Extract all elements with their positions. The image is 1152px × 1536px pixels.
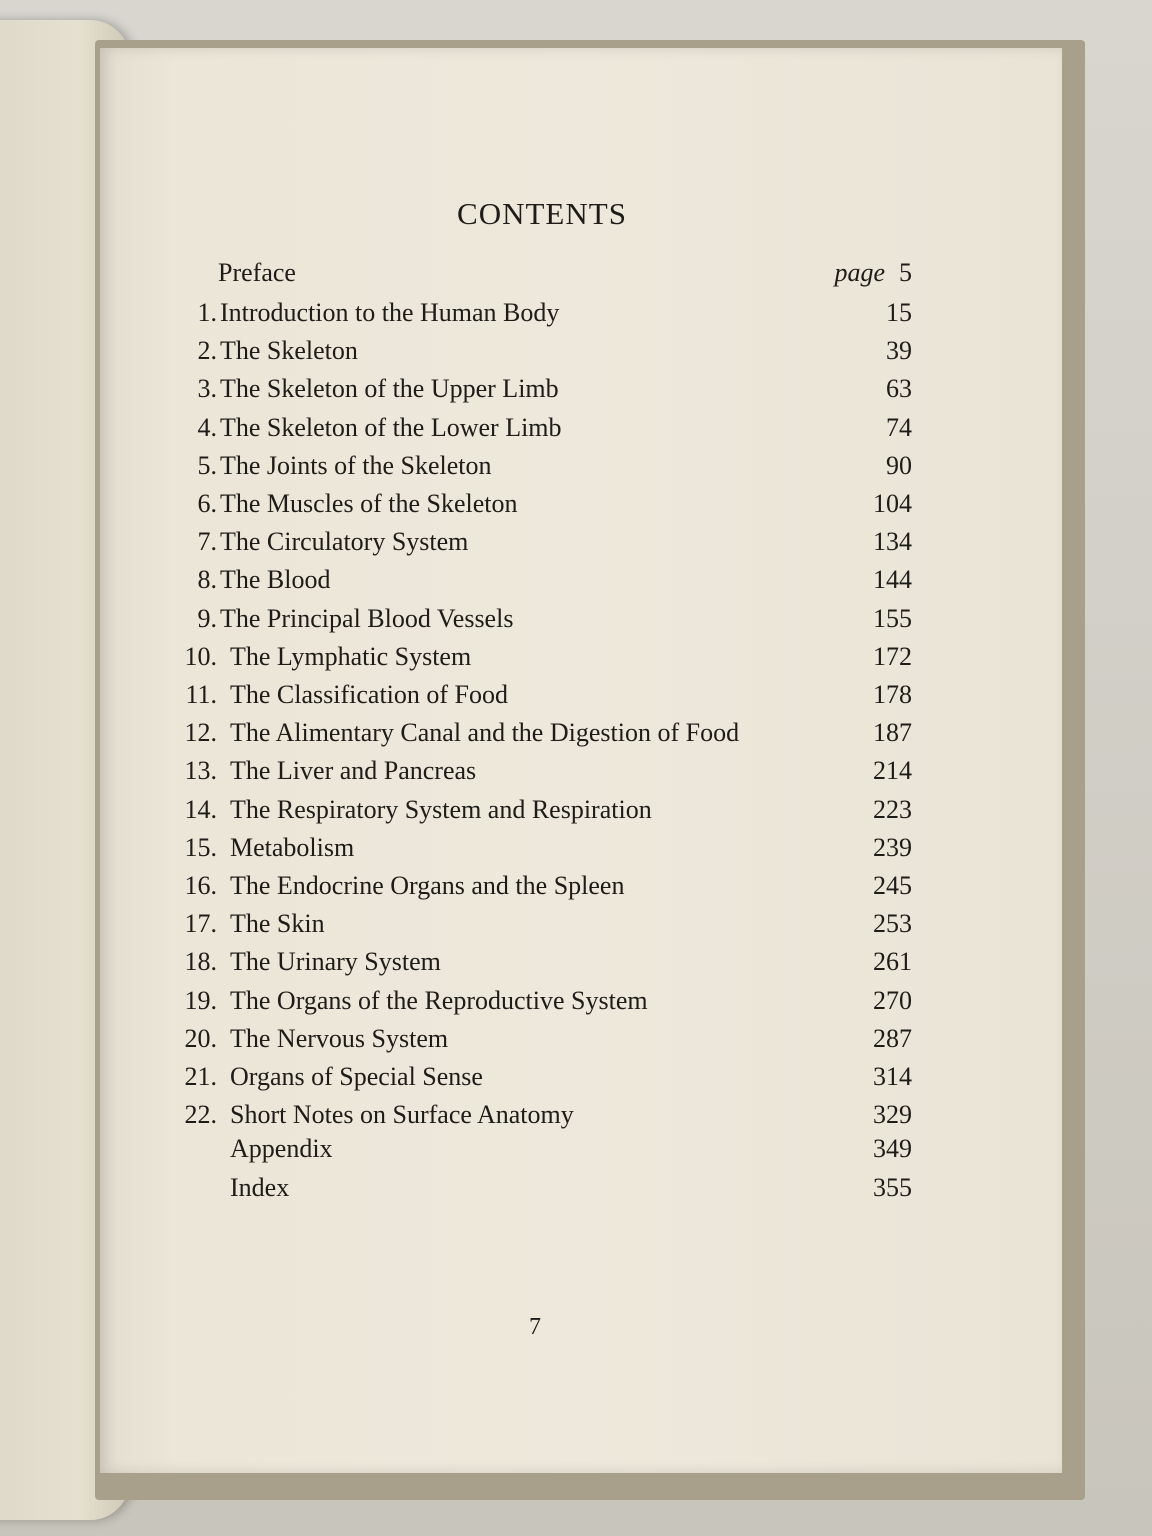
toc-page: 223 [873, 794, 912, 824]
toc-page: 172 [873, 641, 912, 671]
toc-label: The Principal Blood Vessels [220, 603, 514, 633]
toc-label: The Lymphatic System [230, 641, 472, 671]
toc-row [0, 754, 1152, 788]
toc-number: 10. [184, 641, 217, 671]
toc-page: 74 [886, 412, 912, 442]
toc-page: 355 [873, 1172, 912, 1202]
toc-label: The Classification of Food [230, 680, 509, 709]
toc-number: 12. [184, 718, 217, 748]
toc-page: 239 [873, 832, 912, 862]
toc-page: 39 [886, 336, 912, 366]
toc-page: 314 [873, 1062, 912, 1091]
toc-label: The Muscles of the Skeleton [220, 489, 518, 518]
toc-row [0, 678, 1152, 712]
toc-row [0, 1022, 1152, 1056]
toc-label: The Circulatory System [220, 527, 469, 557]
toc-row [0, 372, 1152, 406]
toc-number: 9. [197, 603, 217, 633]
toc-label: The Endocrine Organs and the Spleen [230, 871, 625, 900]
toc-number: 1. [197, 298, 217, 327]
toc-row [0, 1060, 1152, 1094]
toc-row [0, 449, 1152, 483]
toc-number: 16. [184, 871, 217, 900]
toc-page: 187 [873, 718, 912, 748]
toc-row [0, 525, 1152, 559]
toc-label: The Skeleton of the Upper Limb [220, 374, 559, 404]
toc-label: The Skeleton [220, 336, 358, 366]
toc-page: 270 [873, 985, 912, 1015]
toc-page: 253 [873, 909, 912, 939]
toc-page: 245 [873, 871, 912, 900]
toc-label: The Organs of the Reproductive System [230, 985, 648, 1015]
toc-row [0, 1171, 1152, 1205]
toc-row [0, 793, 1152, 827]
toc-page: 261 [873, 947, 912, 977]
toc-label: The Joints of the Skeleton [220, 450, 492, 480]
page-word: page [834, 258, 885, 287]
toc-label: The Skin [230, 909, 325, 939]
toc-row [0, 1132, 1152, 1166]
toc-number: 3. [197, 374, 217, 404]
toc-page: 104 [873, 489, 912, 518]
toc-row [0, 602, 1152, 636]
toc-row [0, 1098, 1152, 1132]
toc-label: Metabolism [230, 832, 355, 862]
toc-page: 63 [886, 374, 912, 404]
toc-number: 7. [197, 527, 217, 557]
toc-row-preface [0, 256, 1152, 290]
toc-number: 2. [197, 336, 217, 366]
toc-row [0, 487, 1152, 521]
toc-number: 22. [184, 1100, 217, 1130]
toc-row [0, 984, 1152, 1018]
toc-number: 6. [197, 489, 217, 518]
toc-page: 329 [873, 1100, 912, 1130]
toc-page: 144 [873, 565, 912, 595]
toc-page: 287 [873, 1023, 912, 1053]
toc-label: Appendix [230, 1134, 333, 1164]
toc-label: The Skeleton of the Lower Limb [220, 412, 562, 442]
toc-row [0, 945, 1152, 979]
toc-label: Short Notes on Surface Anatomy [230, 1100, 574, 1130]
toc-page: 349 [873, 1134, 912, 1164]
contents-heading: CONTENTS [457, 196, 627, 231]
toc-label: The Alimentary Canal and the Digestion of Food [230, 718, 740, 748]
toc-number: 8. [197, 565, 217, 595]
toc-page: 155 [873, 603, 912, 633]
toc-row [0, 296, 1152, 330]
toc-page: 90 [886, 450, 912, 480]
toc-page: 214 [873, 756, 912, 786]
toc-number: 21. [184, 1062, 217, 1091]
page-folio: 7 [529, 1314, 541, 1340]
toc-label: The Liver and Pancreas [230, 756, 477, 786]
toc-number: 18. [184, 947, 217, 977]
toc-number: 19. [184, 985, 217, 1015]
toc-label: The Blood [220, 565, 331, 595]
toc-label: The Respiratory System and Respiration [230, 794, 652, 824]
toc-page: 178 [873, 680, 912, 709]
toc-label: Introduction to the Human Body [220, 298, 560, 327]
toc-row [0, 716, 1152, 750]
toc-number: 20. [184, 1023, 217, 1053]
toc-row [0, 334, 1152, 368]
toc-row [0, 831, 1152, 865]
toc-label: Preface [218, 258, 296, 287]
toc-label: Organs of Special Sense [230, 1062, 483, 1091]
toc-label: Index [230, 1172, 290, 1202]
toc-row [0, 640, 1152, 674]
toc-number: 4. [197, 412, 217, 442]
toc-number: 17. [184, 909, 217, 939]
toc-row [0, 411, 1152, 445]
toc-row [0, 563, 1152, 597]
page-number: 5 [899, 258, 912, 287]
toc-number: 13. [184, 756, 217, 786]
toc-number: 15. [184, 832, 217, 862]
toc-label: The Nervous System [230, 1023, 449, 1053]
toc-number: 14. [184, 794, 217, 824]
toc-row [0, 907, 1152, 941]
toc-row [0, 869, 1152, 903]
toc-page [834, 256, 912, 290]
toc-page: 134 [873, 527, 912, 557]
toc-number: 5. [197, 450, 217, 480]
toc-number: 11. [185, 680, 217, 709]
toc-label: The Urinary System [230, 947, 441, 977]
toc-page: 15 [886, 298, 912, 327]
